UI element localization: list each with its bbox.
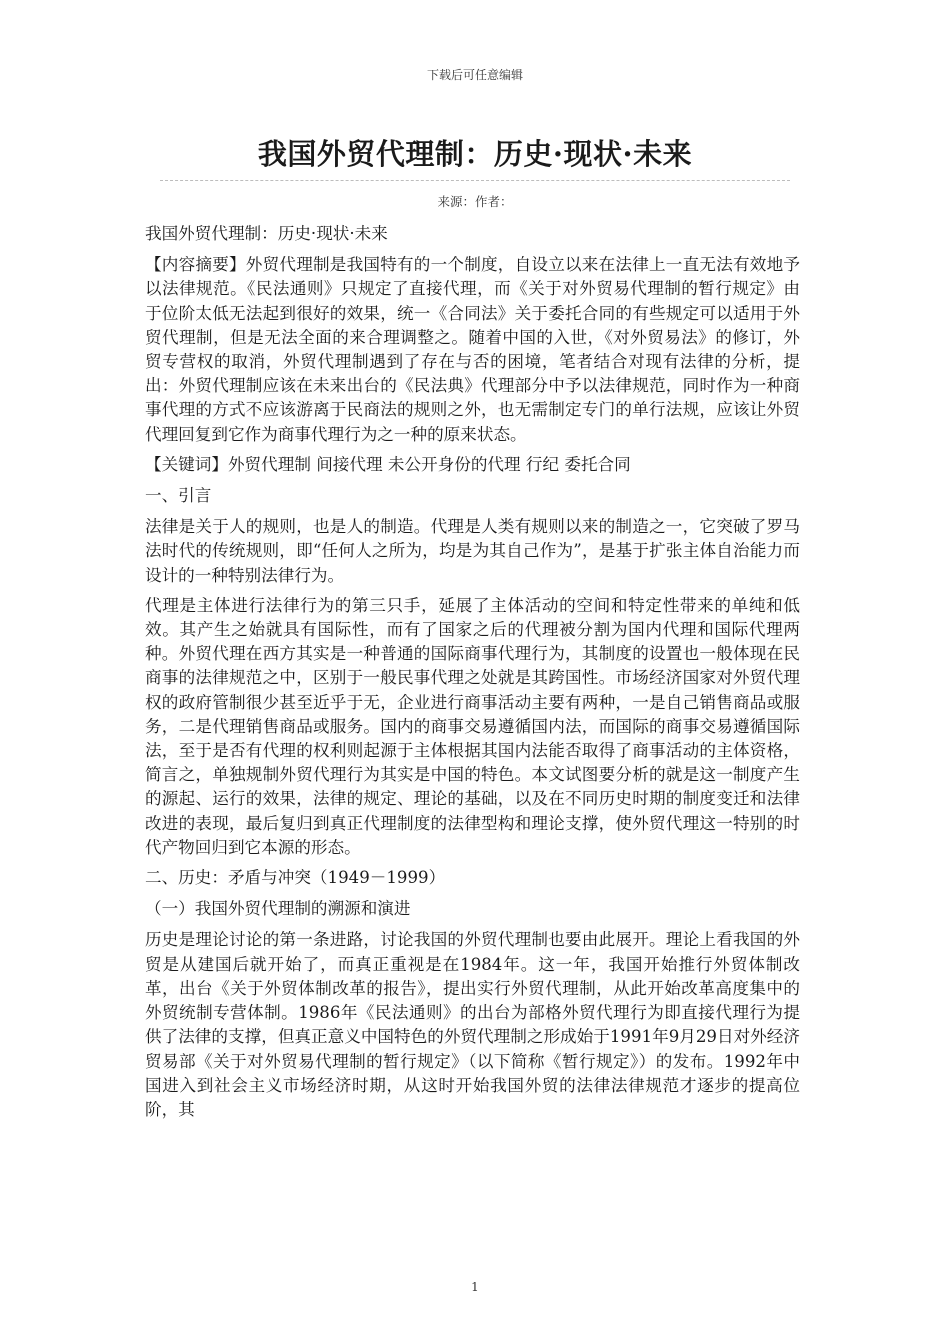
body-repeat-title: 我国外贸代理制：历史·现状·未来	[145, 224, 388, 243]
document-body	[145, 222, 800, 1128]
subsection-heading-origin: （一）我国外贸代理制的溯源和演进	[145, 899, 411, 919]
page-header-note: 下载后可任意编辑	[426, 68, 523, 82]
body-paragraph: 代理是主体进行法律行为的第三只手，延展了主体活动的空间和特定性带来的单纯和低效。其产生之始就具有国际性，而有了国家之后的代理被分割为国内代理和国际代理两种。外贸代理在西方其实是一种普通的国际商事代理行为，其制度的设置也一般体现在民商事的法律规范之中，区别于一般民事代理之处就是其跨国性。市场经济国家对外贸代理权的政府管制很少甚至近乎于无，企业进行商事活动主要有两种，一是自己销售商品或服务，二是代理销售商品或服务。国内的商事交易遵循国内法，而国际的商事交易遵循国际法，至于是否有代理的权利则起源于主体根据其国内法能否取得了商事活动的主体资格，简言之，单独规制外贸代理行为其实是中国的特色。本文试图要分析的就是这一制度产生的源起、运行的效果，法律的规定、理论的基础，以及在不同历史时期的制度变迁和法律改进的表现，最后复归到真正代理制度的法律型构和理论支撑，使外贸代理这一特别的时代产物回归到它本源的形态。	[145, 595, 800, 857]
body-paragraph: 法律是关于人的规则，也是人的制造。代理是人类有规则以来的制造之一，它突破了罗马法时代的传统规则，即“任何人之所为，均是为其自己作为”，是基于扩张主体自治能力而设计的一种特别法律行为。	[145, 517, 800, 585]
page-number: 1	[471, 1280, 479, 1294]
source-author-line: 来源：作者：	[437, 194, 513, 209]
title-divider	[160, 180, 790, 181]
document-title: 我国外贸代理制：历史·现状·未来	[257, 137, 693, 171]
section-heading-history: 二、历史：矛盾与冲突（1949－1999）	[145, 868, 446, 888]
keywords-paragraph: 【关键词】外贸代理制 间接代理 未公开身份的代理 行纪 委托合同	[145, 454, 631, 474]
abstract-paragraph: 【内容摘要】外贸代理制是我国特有的一个制度，自设立以来在法律上一直无法有效地予以法律规范。《民法通则》只规定了直接代理，而《关于对外贸易代理制的暂行规定》由于位阶太低无法起到很好的效果，统一《合同法》关于委托合同的有些规定可以适用于外贸代理制，但是无法全面的来合理调整之。随着中国的入世，《对外贸易法》的修订，外贸专营权的取消，外贸代理制遇到了存在与否的困境，笔者结合对现有法律的分析，提出：外贸代理制应该在未来出台的《民法典》代理部分中予以法律规范，同时作为一种商事代理的方式不应该游离于民商法的规则之外，也无需制定专门的单行法规，应该让外贸代理回复到它作为商事代理行为之一种的原来状态。	[145, 255, 800, 444]
section-heading-introduction: 一、引言	[145, 486, 212, 506]
body-paragraph: 历史是理论讨论的第一条进路，讨论我国的外贸代理制也要由此展开。理论上看我国的外贸是从建国后就开始了，而真正重视是在1984年。这一年，我国开始推行外贸体制改革，出台《关于外贸体制改革的报告》，提出实行外贸代理制，从此开始改革高度集中的外贸统制专营体制。1986年《民法通则》的出台为部格外贸代理行为即直接代理行为提供了法律的支撑，但真正意义中国特色的外贸代理制之形成始于1991年9月29日对外经济贸易部《关于对外贸易代理制的暂行规定》（以下简称《暂行规定》）的发布。1992年中国进入到社会主义市场经济时期，从这时开始我国外贸的法律法律规范才逐步的提高位阶，其	[145, 930, 800, 1119]
